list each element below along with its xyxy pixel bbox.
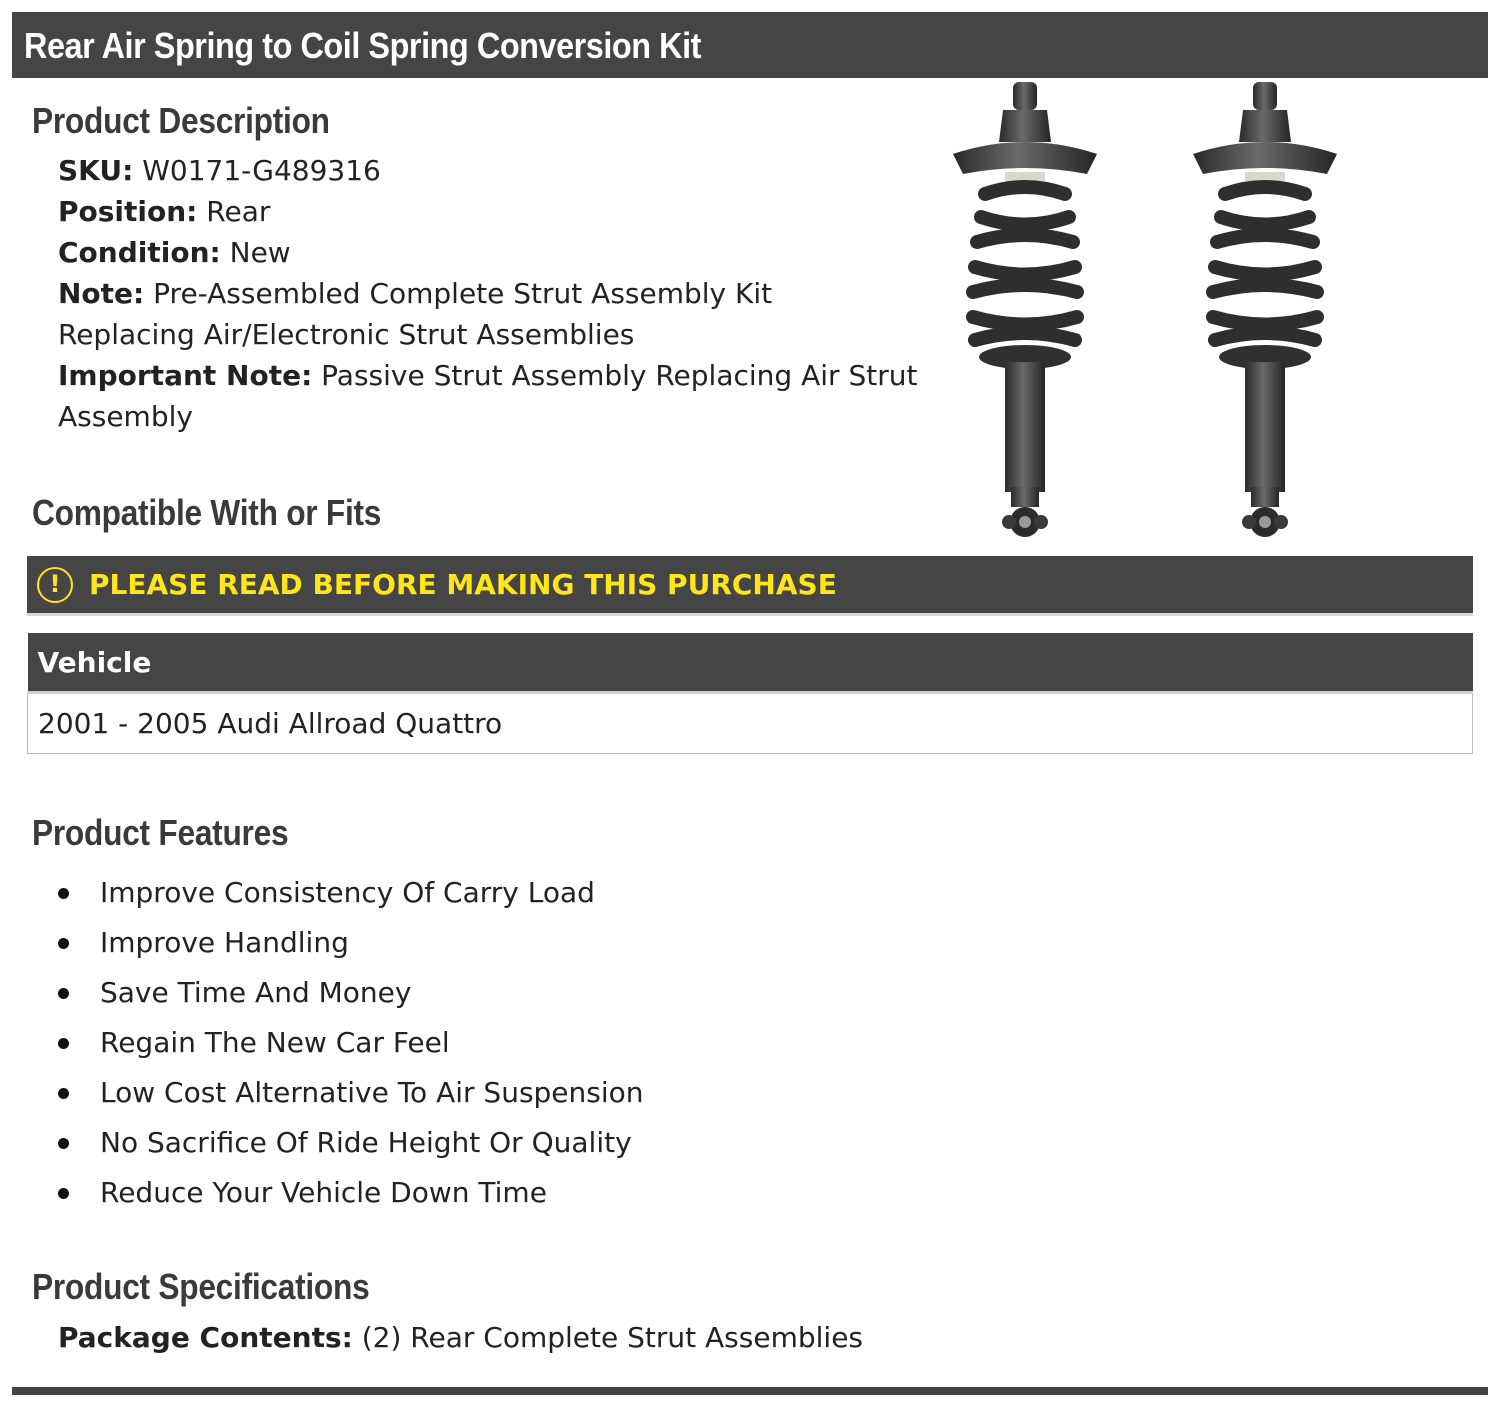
important-note-value: Passive Strut Assembly Replacing Air Strut Assembly — [58, 359, 918, 433]
strut-assemblies-image — [940, 80, 1360, 542]
bullet-icon — [58, 1188, 69, 1199]
bullet-icon — [58, 1138, 69, 1149]
table-header-row — [28, 633, 1473, 693]
vehicle-table — [27, 633, 1473, 754]
feature-text: Regain The New Car Feel — [100, 1026, 450, 1059]
sku-line — [58, 150, 918, 191]
warning-banner — [27, 556, 1473, 616]
feature-text: Reduce Your Vehicle Down Time — [100, 1176, 547, 1209]
product-features-heading: Product Features — [32, 812, 289, 853]
note-label: Note: — [58, 277, 145, 310]
list-item — [58, 1018, 644, 1068]
important-note-line — [58, 355, 918, 437]
page-title: Rear Air Spring to Coil Spring Conversion Kit — [24, 25, 702, 66]
bullet-icon — [58, 938, 69, 949]
condition-line — [58, 232, 918, 273]
bullet-icon — [58, 1038, 69, 1049]
condition-label: Condition: — [58, 236, 221, 269]
list-item — [58, 1168, 644, 1218]
bullet-icon — [58, 1088, 69, 1099]
note-line — [58, 273, 798, 355]
list-item — [58, 1068, 644, 1118]
vehicle-column-header: Vehicle — [28, 633, 1473, 693]
bullet-icon — [58, 888, 69, 899]
feature-text: No Sacrifice Of Ride Height Or Quality — [100, 1126, 632, 1159]
warning-text: PLEASE READ BEFORE MAKING THIS PURCHASE — [89, 568, 837, 601]
package-contents-label: Package Contents: — [58, 1321, 353, 1354]
sku-label: SKU: — [58, 154, 134, 187]
warning-icon: ! — [37, 567, 73, 603]
note-value: Pre-Assembled Complete Strut Assembly Kit Replacing Air/Electronic Strut Assemblies — [58, 277, 773, 351]
position-line — [58, 191, 918, 232]
title-bar — [12, 12, 1488, 78]
bullet-icon — [58, 988, 69, 999]
product-description — [58, 150, 918, 437]
package-contents-line — [58, 1318, 863, 1358]
list-item — [58, 968, 644, 1018]
feature-text: Improve Handling — [100, 926, 349, 959]
position-label: Position: — [58, 195, 198, 228]
table-row — [28, 693, 1473, 754]
position-value: Rear — [197, 195, 271, 228]
bottom-divider — [12, 1387, 1488, 1395]
sku-value: W0171-G489316 — [133, 154, 381, 187]
product-description-heading: Product Description — [32, 100, 330, 141]
vehicle-cell: 2001 - 2005 Audi Allroad Quattro — [28, 693, 1473, 754]
list-item — [58, 868, 644, 918]
feature-text: Save Time And Money — [100, 976, 412, 1009]
condition-value: New — [220, 236, 291, 269]
package-contents-value: (2) Rear Complete Strut Assemblies — [352, 1321, 864, 1354]
features-list — [58, 868, 644, 1218]
list-item — [58, 918, 644, 968]
list-item — [58, 1118, 644, 1168]
important-note-label: Important Note: — [58, 359, 313, 392]
feature-text: Improve Consistency Of Carry Load — [100, 876, 595, 909]
feature-text: Low Cost Alternative To Air Suspension — [100, 1076, 644, 1109]
product-specifications-heading: Product Specifications — [32, 1266, 370, 1307]
compatibility-heading: Compatible With or Fits — [32, 492, 382, 533]
